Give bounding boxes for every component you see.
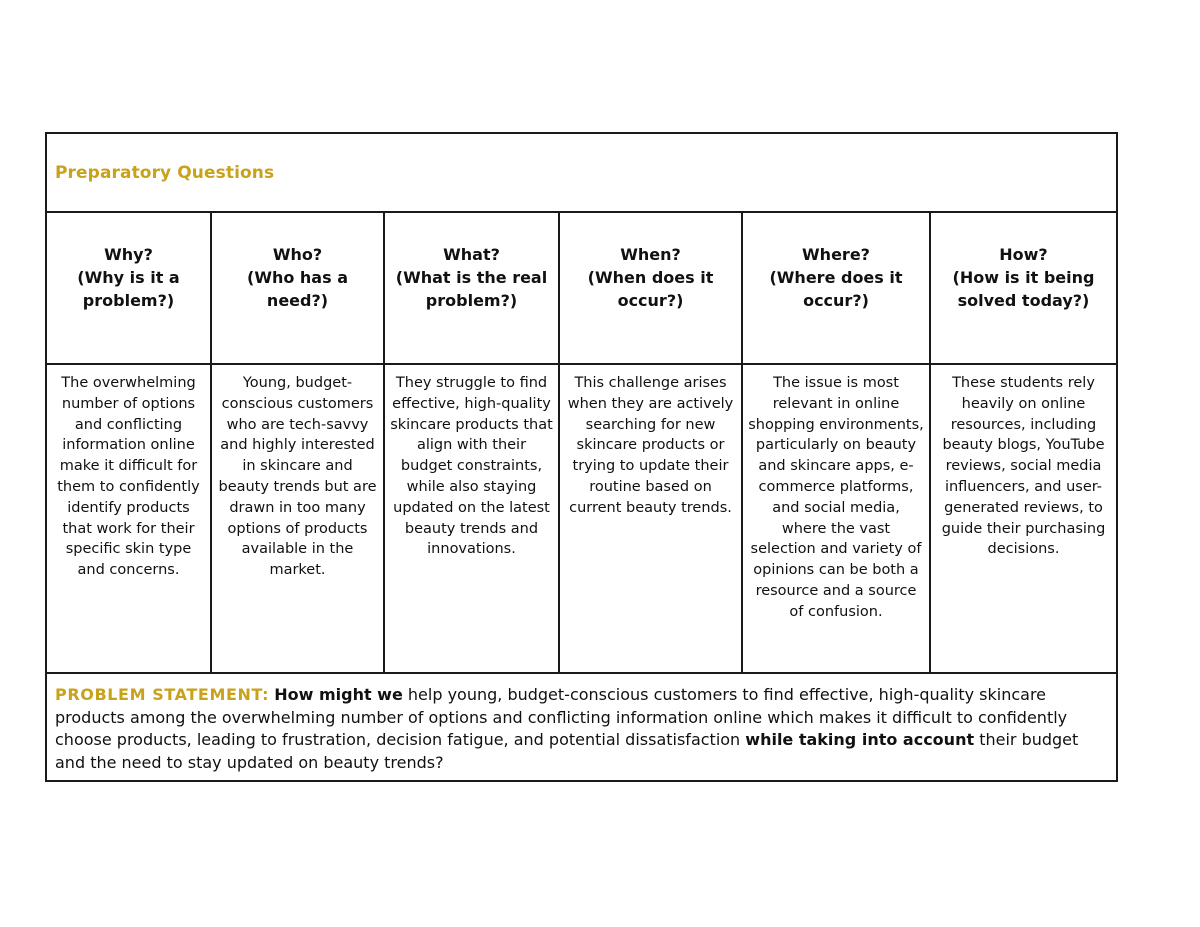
column-subheading: occur?) (803, 291, 869, 310)
table-title: Preparatory Questions (55, 163, 275, 183)
column-subheading: (How is it being (952, 268, 1095, 287)
column-header-why (47, 213, 212, 365)
column-subheading: (Where does it (769, 268, 903, 287)
column-heading: When? (620, 245, 681, 264)
questions-grid (47, 213, 1116, 674)
column-heading: Why? (104, 245, 153, 264)
column-subheading: problem?) (82, 291, 175, 310)
problem-statement (55, 684, 1095, 774)
answer-why: The overwhelming number of options and conflicting information online make it difficult for them to confidently identify products that work for their specific skin type and concerns. (47, 365, 212, 674)
preparatory-questions-table (45, 132, 1118, 782)
column-subheading: (What is the real (395, 268, 548, 287)
column-subheading: need?) (266, 291, 329, 310)
column-header-how (931, 213, 1116, 365)
column-heading: Where? (802, 245, 870, 264)
answer-where: The issue is most relevant in online shopping environments, particularly on beauty and skincare apps, e-commerce platforms, and social media, where the vast selection and variety of opinions can be both a resource and a source of confusion. (743, 365, 931, 674)
column-subheading: (Who has a (247, 268, 348, 287)
problem-statement-label: PROBLEM STATEMENT (55, 685, 263, 704)
problem-statement-colon: : (262, 685, 270, 704)
column-heading: What? (443, 245, 500, 264)
title-row (47, 134, 1116, 213)
column-subheading: occur?) (617, 291, 684, 310)
problem-statement-emphasis: while taking into account (745, 730, 975, 749)
column-heading: Who? (272, 245, 323, 264)
column-header-who (212, 213, 385, 365)
column-subheading: problem?) (425, 291, 518, 310)
column-heading: How? (999, 245, 1048, 264)
column-subheading: (Why is it a (77, 268, 180, 287)
column-header-where (743, 213, 931, 365)
answer-who: Young, budget-conscious customers who are tech-savvy and highly interested in skincare and beauty trends but are drawn in too many options of products available in the market. (212, 365, 385, 674)
column-header-what (385, 213, 560, 365)
problem-statement-lead: How might we (274, 685, 403, 704)
answer-what: They struggle to find effective, high-quality skincare products that align with their budget constraints, while also staying updated on the latest beauty trends and innovations. (385, 365, 560, 674)
column-subheading: solved today?) (957, 291, 1090, 310)
column-header-when (560, 213, 743, 365)
problem-statement-tail: their budget and the need to stay updated on beauty trends? (55, 730, 1079, 772)
answer-how: These students rely heavily on online resources, including beauty blogs, YouTube reviews, social media influencers, and user-generated reviews, to guide their purchasing decisions. (931, 365, 1116, 674)
column-subheading: (When does it (587, 268, 714, 287)
answer-when: This challenge arises when they are actively searching for new skincare products or trying to update their routine based on current beauty trends. (560, 365, 743, 674)
problem-statement-body: help young, budget-conscious customers to find effective, high-quality skincare products among the overwhelming number of options and conflicting information online which makes it difficult to confidently choose products, leading to frustration, decision fatigue, and potential dissatisfaction (55, 685, 1068, 749)
